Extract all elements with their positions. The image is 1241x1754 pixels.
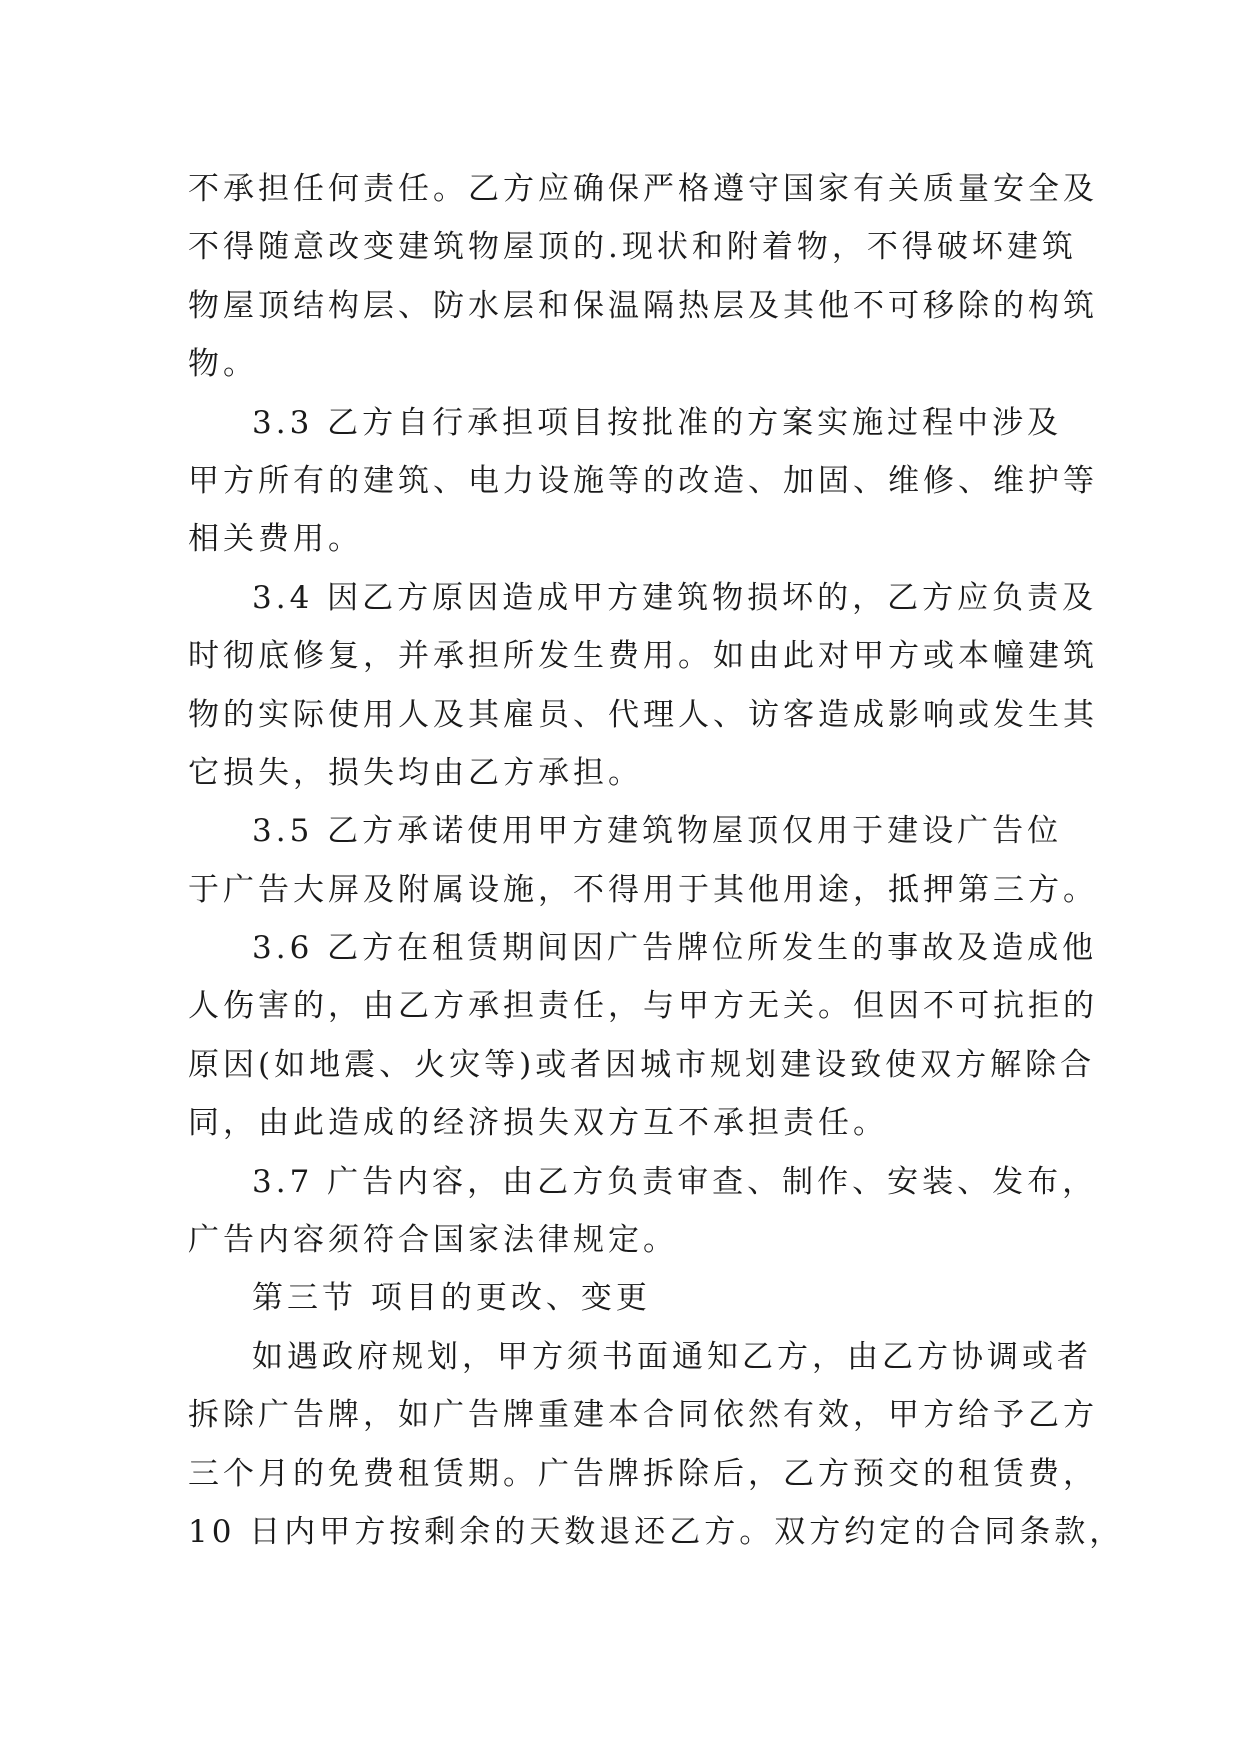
text-line: 它损失，损失均由乙方承担。 xyxy=(188,754,643,791)
text-line: 于广告大屏及附属设施，不得用于其他用途，抵押第三方。 xyxy=(188,871,1098,908)
text-line: 原因(如地震、火灾等)或者因城市规划建设致使双方解除合 xyxy=(188,1046,1096,1083)
text-line: 物屋顶结构层、防水层和保温隔热层及其他不可移除的构筑 xyxy=(188,287,1098,324)
text-line: 时彻底修复，并承担所发生费用。如由此对甲方或本幢建筑 xyxy=(188,638,1098,675)
text-line: 物。 xyxy=(188,346,258,383)
section-heading: 第三节 项目的更改、变更 xyxy=(252,1280,651,1317)
text-line: 广告内容须符合国家法律规定。 xyxy=(188,1222,678,1259)
clause-3-6-line: 3.6 乙方在租赁期间因广告牌位所发生的事故及造成他 xyxy=(252,930,1098,967)
text-line: 甲方所有的建筑、电力设施等的改造、加固、维修、维护等 xyxy=(188,462,1098,499)
text-line: 不得随意改变建筑物屋顶的.现状和附着物，不得破坏建筑 xyxy=(188,229,1077,266)
paragraph-start-line: 如遇政府规划，甲方须书面通知乙方，由乙方协调或者 xyxy=(252,1338,1092,1375)
text-line: 拆除广告牌，如广告牌重建本合同依然有效，甲方给予乙方 xyxy=(188,1397,1098,1434)
clause-3-5-line: 3.5 乙方承诺使用甲方建筑物屋顶仅用于建设广告位 xyxy=(252,813,1063,850)
body-text xyxy=(188,160,1125,1561)
clause-3-3-line: 3.3 乙方自行承担项目按批准的方案实施过程中涉及 xyxy=(252,404,1063,441)
text-line: 人伤害的，由乙方承担责任，与甲方无关。但因不可抗拒的 xyxy=(188,988,1098,1025)
clause-3-4-line: 3.4 因乙方原因造成甲方建筑物损坏的，乙方应负责及 xyxy=(252,579,1098,616)
text-line: 不承担任何责任。乙方应确保严格遵守国家有关质量安全及 xyxy=(188,171,1098,207)
text-line: 物的实际使用人及其雇员、代理人、访客造成影响或发生其 xyxy=(188,696,1098,733)
text-line: 三个月的免费租赁期。广告牌拆除后，乙方预交的租赁费， xyxy=(188,1455,1098,1492)
text-line: 同，由此造成的经济损失双方互不承担责任。 xyxy=(188,1105,888,1142)
clause-3-7-line: 3.7 广告内容，由乙方负责审查、制作、安装、发布， xyxy=(252,1163,1098,1200)
text-line: 10 日内甲方按剩余的天数退还乙方。双方约定的合同条款， xyxy=(188,1513,1125,1550)
text-line: 相关费用。 xyxy=(188,521,363,558)
